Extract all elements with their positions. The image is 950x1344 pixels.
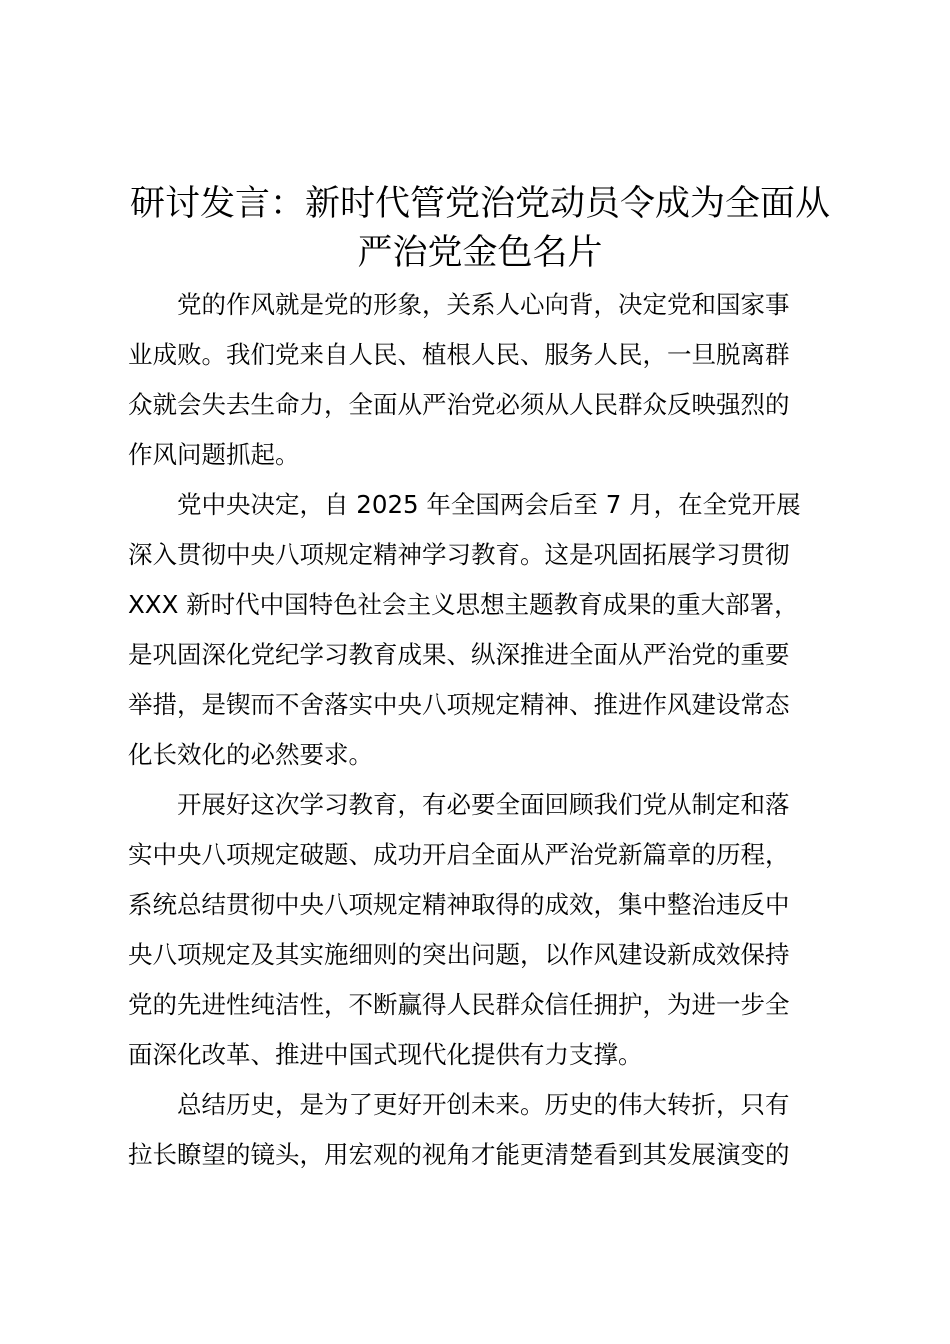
paragraph-line: 实中央八项规定破题、成功开启全面从严治党新篇章的历程， bbox=[128, 840, 790, 869]
paragraph-line: XXX 新时代中国特色社会主义思想主题教育成果的重大部署， bbox=[128, 590, 799, 619]
paragraph-line: 党的作风就是党的形象，关系人心向背，决定党和国家事 bbox=[177, 290, 790, 319]
document-title bbox=[110, 180, 850, 278]
paragraph-line: 化长效化的必然要求。 bbox=[128, 740, 373, 769]
paragraph-line: 众就会失去生命力，全面从严治党必须从人民群众反映强烈的 bbox=[128, 390, 790, 419]
title-line: 严治党金色名片 bbox=[357, 233, 603, 273]
document-body bbox=[128, 280, 838, 1180]
paragraph-line: 拉长瞭望的镜头，用宏观的视角才能更清楚看到其发展演变的 bbox=[128, 1140, 790, 1169]
paragraph-4 bbox=[128, 1080, 838, 1180]
paragraph-line: 系统总结贯彻中央八项规定精神取得的成效，集中整治违反中 bbox=[128, 890, 790, 919]
paragraph-line: 央八项规定及其实施细则的突出问题，以作风建设新成效保持 bbox=[128, 940, 790, 969]
paragraph-line: 举措，是锲而不舍落实中央八项规定精神、推进作风建设常态 bbox=[128, 690, 790, 719]
paragraph-line: 党的先进性纯洁性，不断赢得人民群众信任拥护，为进一步全 bbox=[128, 990, 790, 1019]
paragraph-line: 是巩固深化党纪学习教育成果、纵深推进全面从严治党的重要 bbox=[128, 640, 790, 669]
title-line: 研讨发言：新时代管党治党动员令成为全面从 bbox=[129, 184, 830, 224]
paragraph-line: 党中央决定，自 2025 年全国两会后至 7 月，在全党开展 bbox=[177, 490, 801, 519]
paragraph-3 bbox=[128, 780, 838, 1080]
paragraph-line: 总结历史，是为了更好开创未来。历史的伟大转折，只有 bbox=[177, 1090, 790, 1119]
paragraph-2 bbox=[128, 480, 838, 780]
paragraph-1 bbox=[128, 280, 838, 480]
paragraph-line: 深入贯彻中央八项规定精神学习教育。这是巩固拓展学习贯彻 bbox=[128, 540, 790, 569]
paragraph-line: 开展好这次学习教育，有必要全面回顾我们党从制定和落 bbox=[177, 790, 790, 819]
paragraph-line: 面深化改革、推进中国式现代化提供有力支撑。 bbox=[128, 1040, 643, 1069]
paragraph-line: 作风问题抓起。 bbox=[128, 440, 300, 469]
paragraph-line: 业成败。我们党来自人民、植根人民、服务人民，一旦脱离群 bbox=[128, 340, 790, 369]
